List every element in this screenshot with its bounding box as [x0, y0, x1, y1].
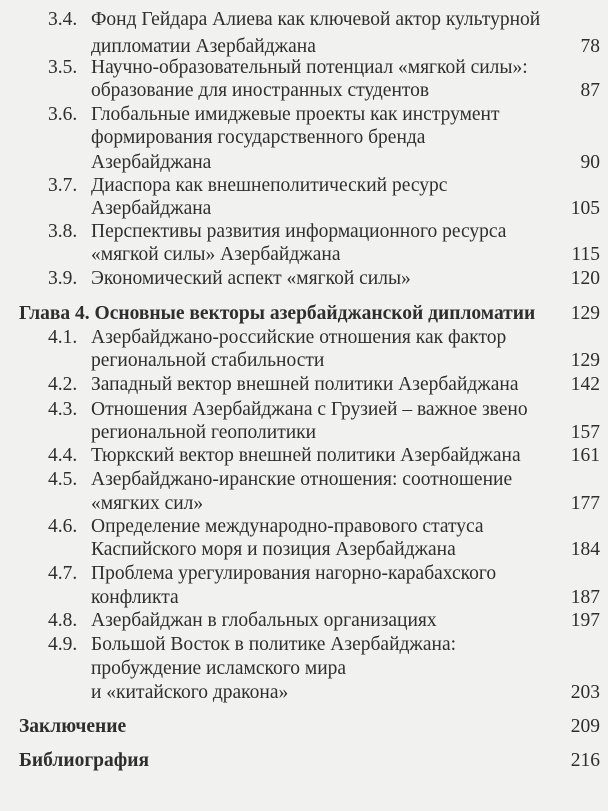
entry-title-line: региональной стабильности [91, 350, 325, 371]
entry-page-number: 120 [570, 268, 600, 289]
entry-page-number: 203 [570, 682, 600, 703]
entry-number: 4.5. [48, 469, 78, 490]
entry-page-number: 184 [570, 539, 600, 560]
entry-title-line: Научно-образовательный потенциал «мягкой силы»: [91, 57, 528, 78]
entry-page-number: 187 [570, 587, 600, 608]
entry-page-number: 129 [570, 350, 600, 371]
entry-title-line: дипломатии Азербайджана [91, 36, 316, 57]
entry-title-line: Западный вектор внешней политики Азербайджана [91, 374, 519, 395]
entry-title-line: формирования государственного бренда [91, 127, 426, 148]
entry-title-line: «мягких сил» [91, 493, 204, 514]
entry-page-number: 157 [570, 422, 600, 443]
entry-number: 4.3. [48, 399, 78, 420]
conclusion-title: Заключение [19, 716, 127, 737]
entry-number: 3.6. [48, 104, 78, 125]
entry-number: 4.6. [48, 516, 78, 537]
entry-title-line: Азербайджана [91, 198, 212, 219]
entry-title-line: Тюркский вектор внешней политики Азербайджана [91, 445, 521, 466]
entry-title-line: Глобальные имиджевые проекты как инструмент [91, 104, 500, 125]
entry-title-line: Экономический аспект «мягкой силы» [91, 268, 411, 289]
entry-page-number: 90 [580, 152, 600, 173]
chapter-page-number: 129 [570, 303, 600, 324]
entry-title-line: образование для иностранных студентов [91, 80, 430, 101]
entry-page-number: 161 [570, 445, 600, 466]
entry-number: 3.8. [48, 221, 78, 242]
entry-title-line: пробуждение исламского мира [91, 658, 347, 679]
chapter-title: Глава 4. Основные векторы азербайджанской дипломатии [19, 303, 536, 324]
entry-page-number: 142 [570, 374, 600, 395]
entry-number: 3.9. [48, 268, 78, 289]
entry-number: 3.5. [48, 57, 78, 78]
entry-number: 4.7. [48, 563, 78, 584]
entry-title-line: Диаспора как внешнеполитический ресурс [91, 175, 448, 196]
entry-title-line: конфликта [91, 587, 179, 608]
bibliography-page-number: 216 [570, 750, 600, 771]
entry-title-line: Большой Восток в политике Азербайджана: [91, 634, 457, 655]
entry-title-line: Перспективы развития информационного ресурса [91, 221, 507, 242]
entry-page-number: 115 [571, 244, 600, 265]
entry-page-number: 197 [570, 610, 600, 631]
entry-title-line: Каспийского моря и позиция Азербайджана [91, 539, 456, 560]
entry-page-number: 105 [570, 198, 600, 219]
entry-number: 3.7. [48, 175, 78, 196]
entry-title-line: Определение международно-правового статуса [91, 516, 484, 537]
entry-number: 4.1. [48, 327, 78, 348]
entry-page-number: 87 [580, 80, 600, 101]
entry-number: 4.2. [48, 374, 78, 395]
entry-title-line: и «китайского дракона» [91, 682, 289, 703]
entry-page-number: 78 [580, 36, 600, 57]
conclusion-page-number: 209 [570, 716, 600, 737]
entry-title-line: Проблема урегулирования нагорно-карабахского [91, 563, 497, 584]
entry-title-line: Фонд Гейдара Алиева как ключевой актор культурной [91, 9, 541, 30]
entry-number: 3.4. [48, 9, 78, 30]
entry-title-line: региональной геополитики [91, 422, 317, 443]
entry-title-line: «мягкой силы» Азербайджана [91, 244, 341, 265]
entry-title-line: Азербайджано-российские отношения как фактор [91, 327, 507, 348]
entry-title-line: Азербайджано-иранские отношения: соотношение [91, 469, 513, 490]
entry-number: 4.9. [48, 634, 78, 655]
entry-page-number: 177 [570, 493, 600, 514]
entry-title-line: Отношения Азербайджана с Грузией – важное звено [91, 399, 528, 420]
entry-title-line: Азербайджана [91, 152, 212, 173]
entry-title-line: Азербайджан в глобальных организациях [91, 610, 437, 631]
entry-number: 4.8. [48, 610, 78, 631]
entry-number: 4.4. [48, 445, 78, 466]
bibliography-title: Библиография [19, 750, 150, 771]
